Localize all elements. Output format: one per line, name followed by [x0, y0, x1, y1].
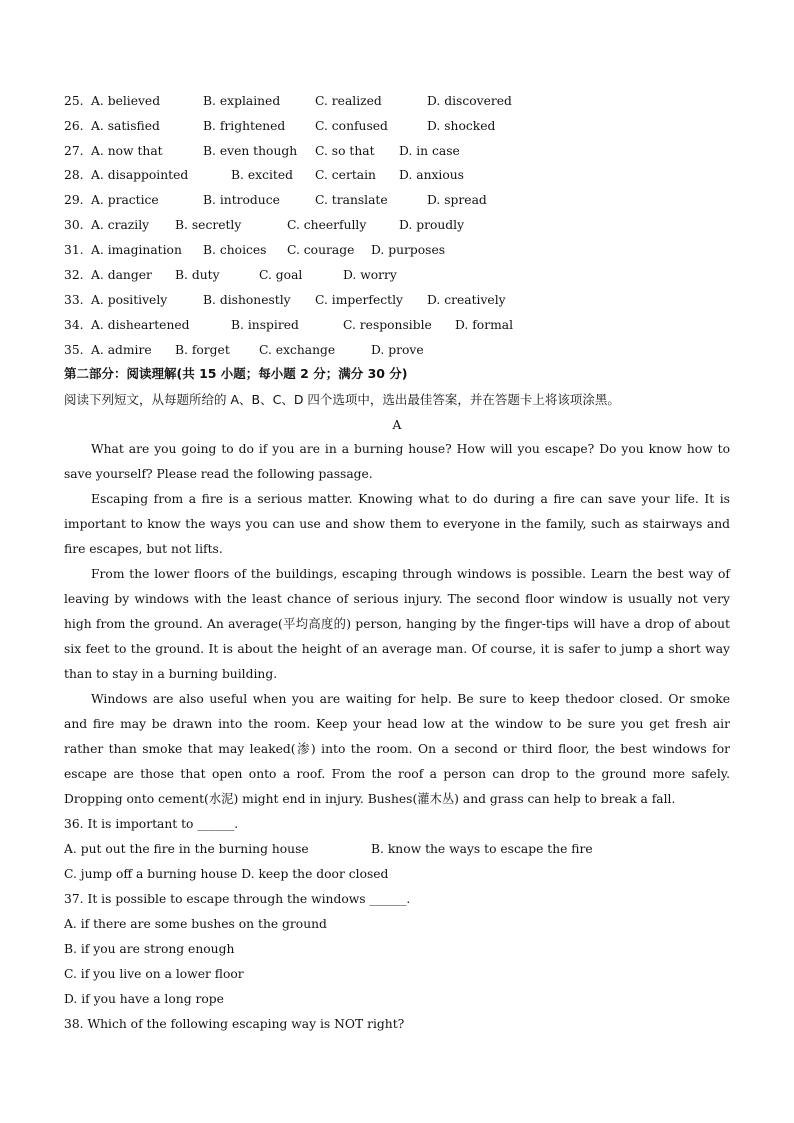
option-c: C. so that — [315, 144, 375, 158]
question-37-option-c: C. if you live on a lower floor — [64, 967, 244, 981]
option-b: B. duty — [175, 268, 220, 282]
question-number: 34. — [64, 318, 84, 332]
option-b: B. even though — [203, 144, 298, 158]
option-d: D. in case — [399, 144, 460, 158]
option-d: D. proudly — [399, 218, 465, 232]
question-number: 33. — [64, 293, 84, 307]
option-c: C. cheerfully — [287, 218, 367, 232]
question-37-option-b: B. if you are strong enough — [64, 942, 235, 956]
option-a: A. danger — [91, 268, 152, 282]
option-a: A. practice — [91, 193, 159, 207]
passage-paragraph-4: Windows are also useful when you are waiting for help. Be sure to keep thedoor closed. Or smoke and fire may be drawn into the room. Keep your head low at the window to be sure you get fresh air rather than smoke that may leaked(渗) into the room. On a second or third floor, the best windows for escape are those that open onto a roof. From the roof a person can drop to the ground more safely. Dropping onto cement(水泥) might end in injury. Bushes(灌木丛) and grass can help to break a fall. — [64, 692, 730, 806]
option-a: A. disheartened — [91, 318, 190, 332]
question-number: 26. — [64, 119, 84, 133]
option-c: C. courage — [287, 243, 355, 257]
question-37-option-a: A. if there are some bushes on the ground — [64, 917, 327, 931]
option-c: C. confused — [315, 119, 388, 133]
question-number: 30. — [64, 218, 84, 232]
option-d: D. creatively — [427, 293, 506, 307]
option-d: D. purposes — [371, 243, 446, 257]
option-b: B. dishonestly — [203, 293, 291, 307]
question-number: 25. — [64, 94, 84, 108]
option-b: B. inspired — [231, 318, 299, 332]
option-c: C. certain — [315, 168, 376, 182]
option-b: B. explained — [203, 94, 281, 108]
option-a: A. crazily — [91, 218, 150, 232]
option-c: C. realized — [315, 94, 382, 108]
section-heading: 第二部分：阅读理解(共 15 小题；每小题 2 分；满分 30 分) — [64, 366, 408, 381]
option-a: A. now that — [91, 144, 163, 158]
option-b: B. excited — [231, 168, 293, 182]
option-d: D. spread — [427, 193, 487, 207]
option-c: C. translate — [315, 193, 388, 207]
option-d: D. discovered — [427, 94, 512, 108]
passage-label: A — [392, 418, 402, 432]
option-a: A. admire — [91, 343, 152, 357]
option-a: A. positively — [91, 293, 168, 307]
question-number: 31. — [64, 243, 84, 257]
option-a: A. disappointed — [91, 168, 189, 182]
option-d: D. anxious — [399, 168, 464, 182]
option-d: D. worry — [343, 268, 397, 282]
question-number: 32. — [64, 268, 84, 282]
passage-paragraph-3: From the lower floors of the buildings, escaping through windows is possible. Learn the best way of leaving by windows with the least chance of serious injury. The second floor window is usually not very high from the ground. An average(平均高度的) person, hanging by the finger-tips will have a drop of about six feet to the ground. It is about the height of an average man. Of course, it is safer to jump a short way than to stay in a burning building. — [64, 567, 730, 681]
option-c: C. responsible — [343, 318, 432, 332]
option-d: D. shocked — [427, 119, 496, 133]
passage-paragraph-1: What are you going to do if you are in a burning house? How will you escape? Do you know how to save yourself? Please read the following passage. — [64, 442, 730, 481]
passage-paragraph-2: Escaping from a fire is a serious matter. Knowing what to do during a fire can save your life. It is important to know the ways you can use and show them to everyone in the family, such as stairways and fire escapes, but not lifts. — [64, 492, 730, 556]
option-c: C. goal — [259, 268, 303, 282]
question-number: 27. — [64, 144, 84, 158]
option-d: D. prove — [371, 343, 424, 357]
option-b: B. secretly — [175, 218, 242, 232]
option-b: B. introduce — [203, 193, 280, 207]
option-b: B. choices — [203, 243, 267, 257]
section-instruction: 阅读下列短文，从每题所给的 A、B、C、D 四个选项中，选出最佳答案，并在答题卡上将该项涂黑。 — [64, 392, 620, 407]
option-a: A. imagination — [91, 243, 182, 257]
question-36-options-cd: C. jump off a burning house D. keep the door closed — [64, 867, 389, 881]
option-d: D. formal — [455, 318, 513, 332]
question-37-option-d: D. if you have a long rope — [64, 992, 224, 1006]
question-37: 37. It is possible to escape through the windows ______. — [64, 892, 411, 906]
question-36-option-a: A. put out the fire in the burning house — [64, 842, 309, 856]
question-38: 38. Which of the following escaping way is NOT right? — [64, 1017, 405, 1031]
option-a: A. satisfied — [91, 119, 160, 133]
option-a: A. believed — [91, 94, 161, 108]
question-36-option-b: B. know the ways to escape the fire — [371, 842, 593, 856]
question-number: 35. — [64, 343, 84, 357]
option-c: C. imperfectly — [315, 293, 403, 307]
option-c: C. exchange — [259, 343, 336, 357]
option-b: B. forget — [175, 343, 230, 357]
question-number: 29. — [64, 193, 84, 207]
option-b: B. frightened — [203, 119, 286, 133]
question-36: 36. It is important to ______. — [64, 817, 239, 831]
question-number: 28. — [64, 168, 84, 182]
